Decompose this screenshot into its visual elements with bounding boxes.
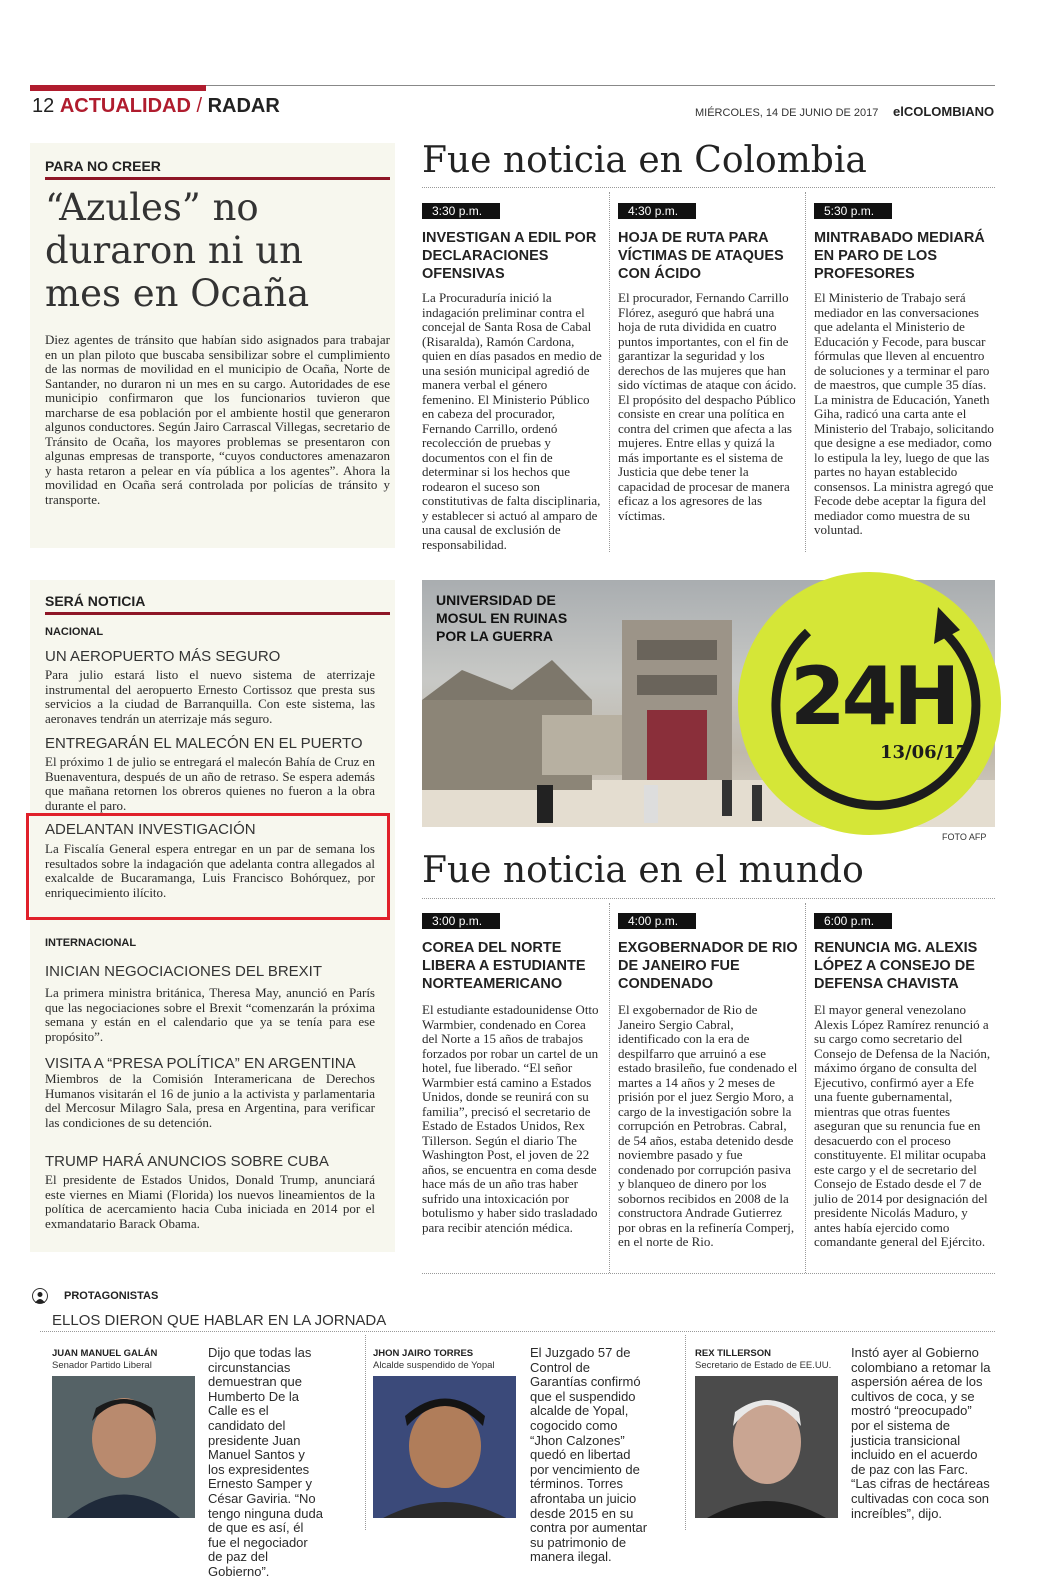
protagonistas-kicker: PROTAGONISTAS	[64, 1290, 159, 1302]
news-body: El estudiante estadounidense Otto Warmbier, condenado en Corea del Norte a 15 años de trabajos forzados por robar un cartel de un hotel, fue liberado. “El señor Warmbier está camino a Estados Unidos, donde se reunirá con su familia”, precisó el secretario de Estado de Estados Unidos, Rex Tillerson. Según el diario The Washington Post, el joven de 22 años, se encuentra en coma desde hace más de un año tras haber sufrido una intoxicación por botulismo y haber sido trasladado para recibir atención médica.	[422, 1002, 599, 1235]
para-no-creer-headline: “Azules” no duraron ni un mes en Ocaña	[45, 186, 310, 315]
protagonist-quote: Dijo que todas las circunstancias demuestran que Humberto De la Calle es el candidato del presidente Juan Manuel Santos y los expresidentes Ernesto Samper y César Gaviria. “No tengo ninguna duda de que es así, él fue el negociador de paz del Gobierno”.	[208, 1345, 323, 1579]
time-badge: 6:00 p.m.	[814, 913, 892, 929]
protagonist-quote: El Juzgado 57 de Control de Garantías confirmó que el suspendido alcalde de Yopal, cogocido como “Jhon Calzones” quedó en libertad por vencimiento de términos. Torres afrontaba un juicio desde 2015 en su contra por aumentar su patrimonio de manera ilegal.	[530, 1345, 648, 1565]
internacional-item-title: INICIAN NEGOCIACIONES DEL BREXIT	[45, 963, 322, 980]
news-headline: EXGOBERNADOR DE RIO DE JANEIRO FUE CONDENADO	[618, 940, 798, 992]
news-body: El exgobernador de Rio de Janeiro Sergio Cabral, identificado con la era de despilfarro que arruinó a ese estado brasileño, fue condenado el martes a 14 años y 2 meses de prisión por el juez Sergio Moro, a cargo de la investigación sobre la corrupción en Petrobras. Cabral, de 54 años, estaba detenido desde noviembre pasado y fue condenado por corrupción pasiva y blanqueo de dinero por los sobornos recibidos en 2008 de la constructora Andrade Gutierrez por obras en la refinería Comperj, en el norte de Rio.	[618, 1002, 798, 1249]
section-header	[32, 95, 280, 118]
dotted-rule	[422, 898, 995, 899]
news-body: La Procuraduría inició la indagación preliminar contra el concejal de Santa Rosa de Cabal (Risaralda), Ramón Cardona, quien en días pasados en medio de una sesión municipal agredió de manera verbal el género femenino. El Ministerio Público en cabeza del procurador, Fernando Carrillo, ordenó recolección de pruebas y documentos con el fin de determinar si los hechos que rodearon el suceso son constitutivas de falta disciplinaria, y establecer si actuó al amparo de una causal de exclusión de responsabilidad.	[422, 290, 602, 552]
issue-date: MIÉRCOLES, 14 DE JUNIO DE 2017	[695, 107, 879, 119]
news-headline: INVESTIGAN A EDIL POR DECLARACIONES OFENSIVAS	[422, 230, 597, 282]
news-headline: HOJA DE RUTA PARA VÍCTIMAS DE ATAQUES CON ÁCIDO	[618, 230, 784, 282]
portrait-illustration	[695, 1376, 838, 1518]
protagonist-role: Secretario de Estado de EE.UU.	[695, 1360, 832, 1371]
internacional-item-body: El presidente de Estados Unidos, Donald Trump, anunciará este viernes en Miami (Florida) los nuevos lineamientos de la política de acercamiento hacia Cuba iniciada en 2014 por el exmandatario Barack Obama.	[45, 1172, 375, 1231]
protagonist-role: Senador Partido Liberal	[52, 1360, 152, 1371]
news-headline: COREA DEL NORTE LIBERA A ESTUDIANTE NORTEAMERICANO	[422, 940, 586, 992]
news-body: El Ministerio de Trabajo será mediador en las conversaciones que adelanta el Ministerio de Educación y Fecode, para buscar fórmulas que lleven al encuentro de soluciones y a terminar el paro de maestros, que cumple 35 días. La ministra de Educación, Yaneth Giha, radicó una carta ante el Ministerio del Trabajo, solicitando que designe a ese mediador, como lo estipula la ley, luego de que las partes no hayan establecido consensos. La ministra agregó que Fecode debe aceptar la figura del mediador como muestra de su voluntad.	[814, 290, 994, 537]
internacional-item-body: Miembros de la Comisión Interamericana de Derechos Humanos visitarán el 16 de junio a la activista y parlamentaria del Mercosur Milagro Sala, presa en Argentina, para verificar las condiciones de su detención.	[45, 1071, 375, 1130]
column-divider	[609, 903, 610, 1273]
protagonist-name: REX TILLERSON	[695, 1348, 772, 1359]
internacional-label: INTERNACIONAL	[45, 937, 137, 949]
highlight-frame	[26, 813, 390, 920]
nacional-item-body: La Fiscalía General espera entregar en un par de semana los resultados sobre la indagación que adelanta contra allegados al exalcalde de Bucaramanga, Luis Francisco Bohórquez, por enriquecimiento ilícito.	[45, 841, 375, 900]
para-no-creer-body: Diez agentes de tránsito que habían sido asignados para trabajar en un plan piloto que buscaba sensibilizar sobre el cumplimiento de las normas de movilidad en el municipio de Ocaña, Norte de Santander, no duraron ni un mes en su cargo. Autoridades de ese municipio confirmaron que los funcionarios tuvieron que marcharse de esa población por el ambiente hostil que generaron algunos conductores. Según Jairo Carrascal Villegas, secretario de Tránsito de Ocaña, los mayores problemas se presentaron con algunas empresas de transporte, “cuyos conductores amenazaron y hasta retaron a pelear en vía pública a los agentes”. Ahora la movilidad en Ocaña será controlada por policías de tránsito y transporte.	[45, 332, 390, 507]
news-body: El mayor general venezolano Alexis López Ramírez renunció a su cargo como secretario del Consejo de Defensa de la Nación, máximo órgano de consulta del Ejecutivo, confirmó ayer a Efe una fuente gubernamental, mientras que otras fuentes aseguran que su renuncia fue en desacuerdo con el proceso constituyente. El militar ocupaba este cargo y el de secretario del Consejo de Estado desde el 7 de julio de 2014 por designación del presidente Nicolás Maduro, y antes había ejercido como comandante general del Ejército.	[814, 1002, 991, 1249]
header-accent-bar	[30, 85, 206, 91]
time-badge: 4:30 p.m.	[618, 203, 696, 219]
sera-noticia-kicker: SERÁ NOTICIA	[45, 593, 146, 609]
news-body: El procurador, Fernando Carrillo Flórez, aseguró que habrá una hoja de ruta dividida en cuatro puntos importantes, con el fin de garantizar la seguridad y los derechos de las mujeres que han sido víctimas de ataque con ácido. El propósito del despacho Público consiste en crear una política en contra del crimen que afecta a las mujeres. Entre ellas y quizá la más importante es el sistema de Justicia que debe tener la capacidad de procesar de manera eficaz a los agresores de las víctimas.	[618, 290, 797, 523]
dotted-rule	[422, 187, 995, 188]
column-divider	[609, 192, 610, 552]
person-glyph	[33, 1290, 47, 1304]
photo-caption: UNIVERSIDAD DE MOSUL EN RUINAS POR LA GUERRA	[436, 592, 568, 644]
protagonist-name: JUAN MANUEL GALÁN	[52, 1348, 158, 1359]
internacional-item-body: La primera ministra británica, Theresa May, anunció en París que las negociaciones sobre el Brexit “comenzarán la próxima semana y están en el calendario que ya se tenía para ese propósito”.	[45, 985, 375, 1044]
nacional-item-title: UN AEROPUERTO MÁS SEGURO	[45, 648, 281, 665]
protagonist-photo	[695, 1376, 838, 1518]
subsection-name: RADAR	[207, 95, 280, 117]
section-separator: /	[196, 95, 203, 117]
news-headline: RENUNCIA MG. ALEXIS LÓPEZ A CONSEJO DE DEFENSA CHAVISTA	[814, 940, 978, 992]
photo-credit: FOTO AFP	[942, 832, 987, 842]
column-divider	[685, 1335, 686, 1530]
person-icon	[32, 1288, 48, 1304]
internacional-item-title: TRUMP HARÁ ANUNCIOS SOBRE CUBA	[45, 1153, 329, 1170]
nacional-item-body: Para julio estará listo el nuevo sistema de aterrizaje instrumental del aeropuerto Ernesto Cortissoz que presta sus servicios a la ciudad de Barranquilla. Con este sistema, las aeronaves tendrán un aterrizaje más seguro.	[45, 667, 375, 726]
protagonistas-title: ELLOS DIERON QUE HABLAR EN LA JORNADA	[52, 1312, 387, 1329]
protagonist-photo	[52, 1376, 195, 1518]
time-badge: 4:00 p.m.	[618, 913, 696, 929]
time-badge: 5:30 p.m.	[814, 203, 892, 219]
page-number: 12	[32, 95, 55, 117]
dotted-rule	[40, 1331, 995, 1332]
kicker-rule	[45, 612, 390, 615]
24h-label: 24H	[790, 650, 957, 743]
nacional-item-title: ENTREGARÁN EL MALECÓN EN EL PUERTO	[45, 735, 363, 752]
protagonist-name: JHON JAIRO TORRES	[373, 1348, 474, 1359]
mundo-section-title: Fue noticia en el mundo	[422, 850, 864, 891]
colombia-section-title: Fue noticia en Colombia	[422, 140, 867, 181]
protagonist-quote: Instó ayer al Gobierno colombiano a retomar la aspersión aérea de los cultivos de coca, y se mostró “preocupado” por el sistema de justicia transicional incluido en el acuerdo de paz con las Farc. “Las cifras de hectáreas cultivadas con coca son increíbles”, dijo.	[851, 1345, 991, 1521]
portrait-illustration	[52, 1376, 195, 1518]
para-no-creer-kicker: PARA NO CREER	[45, 158, 161, 174]
nacional-label: NACIONAL	[45, 626, 104, 638]
nacional-item-title: ADELANTAN INVESTIGACIÓN	[45, 821, 256, 838]
newspaper-name: elCOLOMBIANO	[893, 104, 995, 119]
internacional-item-title: VISITA A “PRESA POLÍTICA” EN ARGENTINA	[45, 1055, 356, 1072]
protagonist-role: Alcalde suspendido de Yopal	[373, 1360, 495, 1371]
time-badge: 3:00 p.m.	[422, 913, 500, 929]
portrait-illustration	[373, 1376, 516, 1518]
kicker-rule	[45, 177, 390, 180]
news-headline: MINTRABADO MEDIARÁ EN PARO DE LOS PROFESORES	[814, 230, 985, 282]
column-divider	[365, 1335, 366, 1530]
nacional-item-body: El próximo 1 de julio se entregará el malecón Bahía de Cruz en Buenaventura, después de un año de retraso. Se espera además que mañana retornen los obreros quienes no fueron a la obra durante el paro.	[45, 754, 375, 813]
24h-date: 13/06/17	[880, 742, 969, 763]
time-badge: 3:30 p.m.	[422, 203, 500, 219]
column-divider	[805, 903, 806, 1273]
section-name: ACTUALIDAD	[59, 95, 191, 117]
protagonist-photo	[373, 1376, 516, 1518]
column-divider	[805, 192, 806, 552]
dotted-rule	[422, 1273, 995, 1274]
